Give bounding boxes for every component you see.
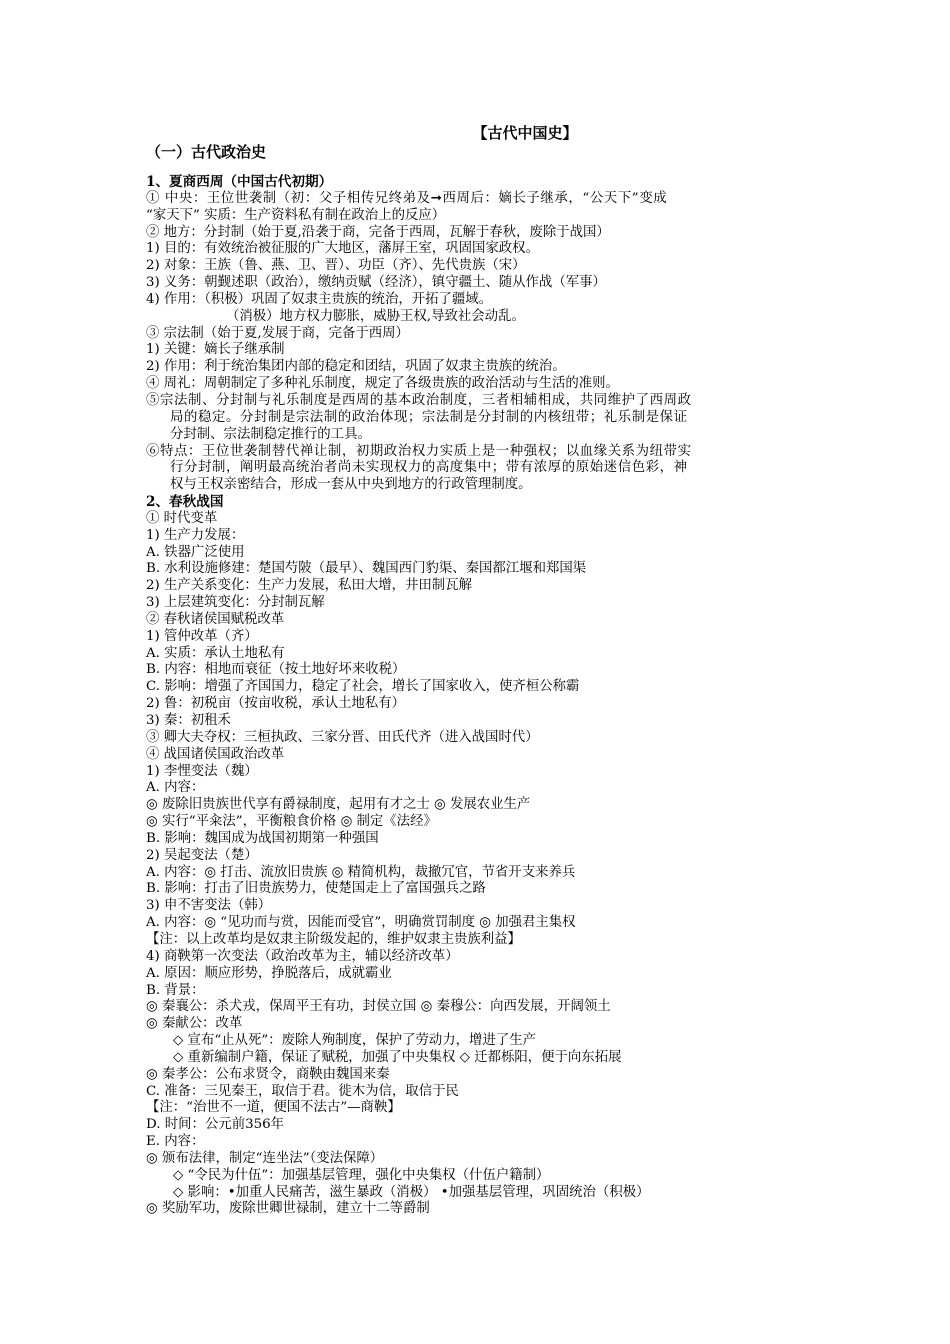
text-line: ③ 卿大夫夺权：三桓执政、三家分晋、田氏代齐（进入战国时代） [146,729,539,745]
text-line: ① 时代变革 [146,510,218,526]
text-line: ③ 宗法制（始于夏,发展于商，完备于西周） [146,325,409,341]
text-line: 1) 生产力发展： [146,527,245,543]
text-line: “家天下” 实质：生产资料私有制在政治上的反应） [146,207,446,223]
text-line: ◎ 秦孝公：公布求贤令，商鞅由魏国来秦 [146,1066,390,1082]
text-line: C. 准备：三见秦王，取信于君。徙木为信，取信于民 [146,1083,459,1099]
text-line: A. 内容：◎ “见功而与赏，因能而受官”，明确赏罚制度 ◎ 加强君主集权 [146,915,576,931]
text-line: 2) 鲁：初税亩（按亩收税，承认土地私有） [146,696,406,712]
text-line: ◎ 秦襄公：杀犬戎，保周平王有功，封侯立国 ◎ 秦穆公：向西发展，开阔领土 [146,999,611,1015]
text-line: 3) 上层建筑变化：分封制瓦解 [146,595,325,611]
text-line: A. 铁器广泛使用 [146,544,245,560]
text-line: ◇ “令民为什伍”：加强基层管理，强化中央集权（什伍户籍制） [173,1167,550,1183]
text-line: 2) 生产关系变化：生产力发展，私田大增，井田制瓦解 [146,578,472,594]
text-line: B. 背景： [146,982,205,998]
text-line: ⑤宗法制、分封制与礼乐制度是西周的基本政治制度，三者相辅相成，共同维护了西周政 [146,392,692,408]
text-line: ◎ 实行“平籴法”，平衡粮食价格 ◎ 制定《法经》 [146,814,437,830]
text-line: 【注：“治世不一道，便国不法古”—商鞅】 [146,1100,401,1116]
text-line: ① 中央：王位世袭制（初：父子相传兄终弟及➞西周后：嫡长子继承，“公天下”变成 [146,190,668,206]
text-line: 2) 吴起变法（楚） [146,847,258,863]
text-line: （消极）地方权力膨胀，威胁王权,导致社会动乱。 [226,308,525,324]
document-body [146,174,810,1218]
text-line: 3) 秦：初租禾 [146,713,231,728]
text-line: ⑥特点：王位世袭制替代禅让制，初期政治权力实质上是一种强权；以血缘关系为纽带实 [146,443,692,459]
text-line: B. 影响：魏国成为战国初期第一种强国 [146,830,379,846]
text-line: ◎ 颁布法律，制定“连坐法”（变法保障） [146,1150,384,1166]
text-line: 【注：以上改革均是奴隶主阶级发起的，维护奴隶主贵族利益】 [146,931,521,947]
text-line: 3) 申不害变法（韩） [146,898,272,914]
text-line: B. 内容：相地而衰征（按土地好坏来收税） [146,662,406,678]
text-line: ◇ 重新编制户籍，保证了赋税，加强了中央集权 ◇ 迁都栎阳，便于向东拓展 [173,1049,622,1065]
text-line: 权与王权亲密结合，形成一套从中央到地方的行政管理制度。 [170,477,532,493]
subsection-heading: 1、夏商西周（中国古代初期） [146,174,333,190]
text-line: E. 内容： [146,1134,205,1150]
section-heading: （一）古代政治史 [146,143,267,161]
text-line: 3) 义务：朝觐述职（政治），缴纳贡赋（经济），镇守疆土、随从作战（军事） [146,275,606,291]
text-line: ④ 战国诸侯国政治改革 [146,746,285,762]
text-line: ◇ 宣布“止从死”：废除人殉制度，保护了劳动力，增进了生产 [173,1033,537,1049]
text-line: 分封制、宗法制稳定推行的工具。 [170,426,371,442]
text-line: B. 水利设施修建：楚国芍陂（最早）、魏国西门豹渠、秦国都江堰和郑国渠 [146,561,587,577]
document-title: 【古代中国史】 [472,124,578,142]
text-line: ◎ 废除旧贵族世代享有爵禄制度，起用有才之士 ◎ 发展农业生产 [146,797,531,813]
subsection-heading: 2、春秋战国 [146,494,224,511]
text-line: 局的稳定。分封制是宗法制的政治体现；宗法制是分封制的内核纽带；礼乐制是保证 [170,409,688,425]
text-line: A. 实质：承认土地私有 [146,645,285,661]
text-line: ◎ 秦献公：改革 [146,1016,243,1032]
text-line: A. 内容： [146,780,205,796]
text-line: 4) 商鞅第一次变法（政治改革为主，辅以经济改革） [146,948,459,964]
text-line: A. 原因：顺应形势，挣脱落后，成就霸业 [146,965,392,981]
text-line: ② 春秋诸侯国赋税改革 [146,611,285,627]
text-line: B. 影响：打击了旧贵族势力，使楚国走上了富国强兵之路 [146,881,486,897]
text-line: ② 地方：分封制（始于夏,沿袭于商，完备于西周，瓦解于春秋，废除于战国） [146,224,610,240]
text-line: 4) 作用：（积极）巩固了奴隶主贵族的统治，开拓了疆域。 [146,291,493,307]
text-line: ◇ 影响：•加重人民痛苦，滋生暴政（消极） •加强基层管理，巩固统治（积极） [173,1184,650,1200]
text-line: C. 影响：增强了齐国国力，稳定了社会，增长了国家收入，使齐桓公称霸 [146,679,580,695]
text-line: ④ 周礼：周朝制定了多种礼乐制度，规定了各级贵族的政治活动与生活的准则。 [146,376,619,392]
text-line: 1) 目的：有效统治被征服的广大地区，藩屏王室，巩固国家政权。 [146,241,539,257]
text-line: 2) 作用：利于统治集团内部的稳定和团结，巩固了奴隶主贵族的统治。 [146,359,566,375]
text-line: 1) 管仲改革（齐） [146,628,258,644]
text-line: 1) 关键：嫡长子继承制 [146,342,285,358]
text-line: D. 时间：公元前356年 [146,1117,285,1133]
text-line: 行分封制，阐明最高统治者尚未实现权力的高度集中；带有浓厚的原始迷信色彩，神 [170,460,688,476]
text-line: ◎ 奖励军功，废除世卿世禄制，建立十二等爵制 [146,1201,430,1217]
text-line: 2) 对象：王族（鲁、燕、卫、晋）、功臣（齐）、先代贵族（宋） [146,258,526,274]
text-line: A. 内容：◎ 打击、流放旧贵族 ◎ 精简机构，裁撤冗官，节省开支来养兵 [146,864,576,880]
text-line: 1) 李悝变法（魏） [146,763,258,779]
